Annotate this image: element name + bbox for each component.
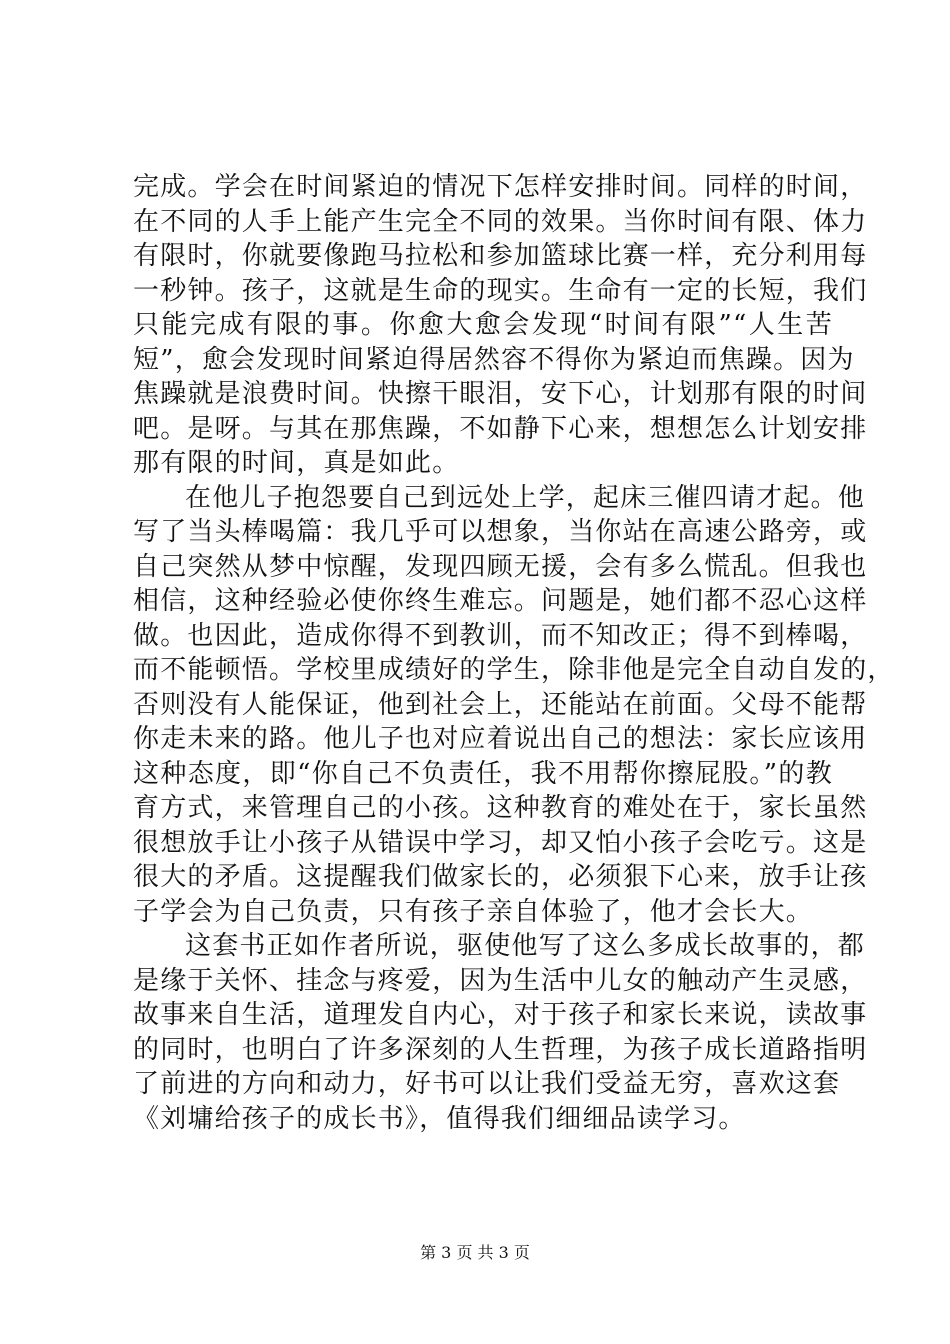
text-line: 而不能顿悟。学校里成绩好的学生，除非他是完全自动自发的， <box>133 655 895 685</box>
text-line: 焦躁就是浪费时间。快擦干眼泪，安下心，计划那有限的时间 <box>133 379 868 409</box>
text-line: 一秒钟。孩子，这就是生命的现实。生命有一定的长短，我们 <box>133 275 868 306</box>
paragraph-3 <box>133 929 868 1136</box>
text-line: 很想放手让小孩子从错误中学习，却又怕小孩子会吃亏。这是 <box>133 827 868 858</box>
text-line: 完成。学会在时间紧迫的情况下怎样安排时间。同样的时间， <box>133 172 868 202</box>
text-line: 在不同的人手上能产生完全不同的效果。当你时间有限、体力 <box>133 206 868 237</box>
text-line: 在他儿子抱怨要自己到远处上学，起床三催四请才起。他 <box>185 482 866 513</box>
text-line: 有限时，你就要像跑马拉松和参加篮球比赛一样，充分利用每 <box>133 241 868 271</box>
text-line: 否则没有人能保证，他到社会上，还能站在前面。父母不能帮 <box>133 689 868 720</box>
text-line: 短”，愈会发现时间紧迫得居然容不得你为紧迫而焦躁。因为 <box>133 344 855 375</box>
text-line: 育方式，来管理自己的小孩。这种教育的难处在于，家长虽然 <box>133 793 868 823</box>
text-line: 的同时，也明白了许多深刻的人生哲理，为孩子成长道路指明 <box>133 1034 868 1065</box>
text-line: 这种态度，即“你自己不负责任，我不用帮你擦屁股。”的教 <box>133 758 833 789</box>
text-line: 很大的矛盾。这提醒我们做家长的，必须狠下心来，放手让孩 <box>133 862 868 892</box>
text-line: 相信，这种经验必使你终生难忘。问题是，她们都不忍心这样 <box>133 586 868 616</box>
page-number-footer: 第 3 页 共 3 页 <box>420 1243 530 1262</box>
text-line: 《刘墉给孩子的成长书》，值得我们细细品读学习。 <box>133 1103 746 1134</box>
paragraph-2 <box>133 481 895 930</box>
text-line: 做。也因此，造成你得不到教训，而不知改正；得不到棒喝， <box>133 620 868 651</box>
paragraph-1 <box>133 170 868 481</box>
text-line: 了前进的方向和动力，好书可以让我们受益无穷，喜欢这套 <box>133 1069 841 1099</box>
text-line: 这套书正如作者所说，驱使他写了这么多成长故事的，都 <box>185 931 866 961</box>
text-line: 故事来自生活，道理发自内心，对于孩子和家长来说，读故事 <box>133 1000 868 1030</box>
text-line: 自己突然从梦中惊醒，发现四顾无援，会有多么慌乱。但我也 <box>133 551 868 582</box>
text-line: 你走未来的路。他儿子也对应着说出自己的想法：家长应该用 <box>133 724 868 754</box>
text-line: 那有限的时间，真是如此。 <box>133 448 460 478</box>
document-body <box>133 170 895 1136</box>
text-line: 子学会为自己负责，只有孩子亲自体验了，他才会长大。 <box>133 896 814 927</box>
text-line: 是缘于关怀、挂念与疼爱，因为生活中儿女的触动产生灵感， <box>133 965 868 996</box>
text-line: 只能完成有限的事。你愈大愈会发现“时间有限”“人生苦 <box>133 310 833 340</box>
text-line: 吧。是呀。与其在那焦躁，不如静下心来，想想怎么计划安排 <box>133 413 868 444</box>
text-line: 写了当头棒喝篇：我几乎可以想象，当你站在高速公路旁，或 <box>133 517 868 547</box>
